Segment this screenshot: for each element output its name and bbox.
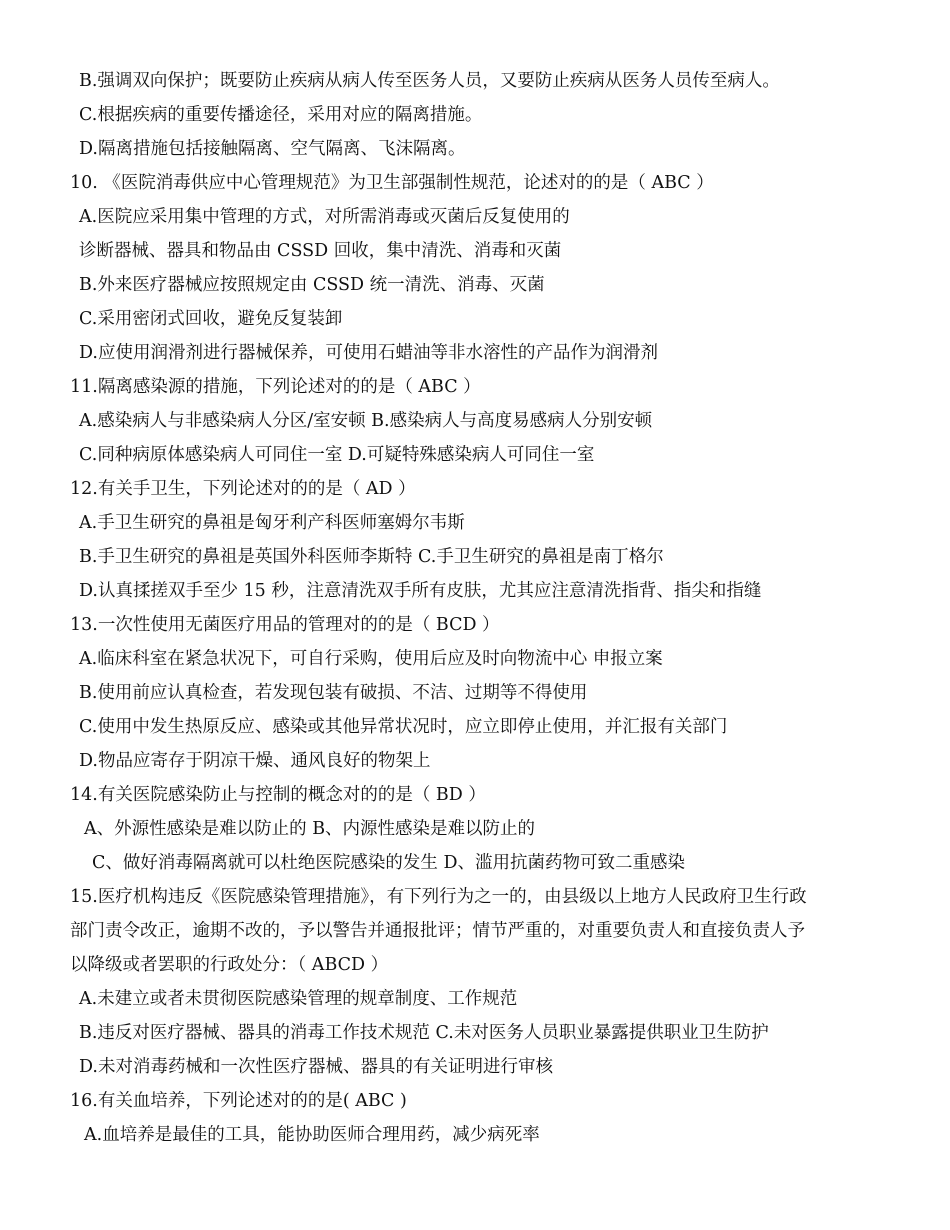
- text-line: A、外源性感染是难以防止的 B、内源性感染是难以防止的: [84, 819, 536, 839]
- text-line: A.医院应采用集中管理的方式，对所需消毒或灭菌后反复使用的: [79, 207, 570, 227]
- text-line: D.物品应寄存于阴凉干燥、通风良好的物架上: [79, 751, 431, 771]
- text-line: C.根据疾病的重要传播途径，采用对应的隔离措施。: [79, 105, 483, 125]
- document-body: [70, 64, 890, 1152]
- text-line: D.认真揉搓双手至少 15 秒，注意清洗双手所有皮肤，尤其应注意清洗指背、指尖和指缝: [79, 581, 762, 601]
- text-line: A.血培养是最佳的工具，能协助医师合理用药，减少病死率: [84, 1125, 540, 1145]
- question-line: 以降级或者罢职的行政处分：（ ABCD ）: [70, 955, 389, 975]
- text-line: D.应使用润滑剂进行器械保养，可使用石蜡油等非水溶性的产品作为润滑剂: [79, 343, 658, 363]
- question-line: 14.有关医院感染防止与控制的概念对的的是（ BD ）: [70, 785, 486, 805]
- text-line: A.未建立或者未贯彻医院感染管理的规章制度、工作规范: [79, 989, 518, 1009]
- text-line: C.同种病原体感染病人可同住一室 D.可疑特殊感染病人可同住一室: [79, 445, 595, 465]
- question-line: 部门责令改正，逾期不改的，予以警告并通报批评；情节严重的，对重要负责人和直接负责人予: [70, 921, 805, 941]
- text-line: B.外来医疗器械应按照规定由 CSSD 统一清洗、消毒、灭菌: [79, 275, 545, 295]
- text-line: C.采用密闭式回收，避免反复装卸: [79, 309, 343, 329]
- question-line: 13.一次性使用无菌医疗用品的管理对的的是（ BCD ）: [70, 615, 500, 635]
- text-line: A.临床科室在紧急状况下，可自行采购，使用后应及时向物流中心 申报立案: [79, 649, 663, 669]
- text-line: A.感染病人与非感染病人分区/室安顿 B.感染病人与高度易感病人分别安顿: [79, 411, 653, 431]
- text-line: D.隔离措施包括接触隔离、空气隔离、飞沫隔离。: [79, 139, 466, 159]
- text-line: B.违反对医疗器械、器具的消毒工作技术规范 C.未对医务人员职业暴露提供职业卫生防护: [79, 1023, 769, 1043]
- question-line: 16.有关血培养，下列论述对的的是( ABC ): [70, 1091, 407, 1111]
- text-line: D.未对消毒药械和一次性医疗器械、器具的有关证明进行审核: [79, 1057, 553, 1077]
- text-line: A.手卫生研究的鼻祖是匈牙利产科医师塞姆尔韦斯: [79, 513, 465, 533]
- text-line: C、做好消毒隔离就可以杜绝医院感染的发生 D、滥用抗菌药物可致二重感染: [92, 853, 685, 873]
- text-line: B.手卫生研究的鼻祖是英国外科医师李斯特 C.手卫生研究的鼻祖是南丁格尔: [79, 547, 664, 567]
- text-line: C.使用中发生热原反应、感染或其他异常状况时，应立即停止使用，并汇报有关部门: [79, 717, 728, 737]
- question-line: 11.隔离感染源的措施，下列论述对的的是（ ABC ）: [70, 377, 481, 397]
- question-line: 10. 《医院消毒供应中心管理规范》为卫生部强制性规范，论述对的的是（ ABC ）: [70, 173, 714, 193]
- question-line: 12.有关手卫生，下列论述对的的是（ AD ）: [70, 479, 416, 499]
- text-line: B.使用前应认真检查，若发现包装有破损、不洁、过期等不得使用: [79, 683, 588, 703]
- question-line: 15.医疗机构违反《医院感染管理措施》，有下列行为之一的，由县级以上地方人民政府卫生行政: [70, 887, 807, 907]
- text-line: B.强调双向保护；既要防止疾病从病人传至医务人员，又要防止疾病从医务人员传至病人。: [79, 71, 780, 91]
- text-line: 诊断器械、器具和物品由 CSSD 回收，集中清洗、消毒和灭菌: [79, 241, 562, 261]
